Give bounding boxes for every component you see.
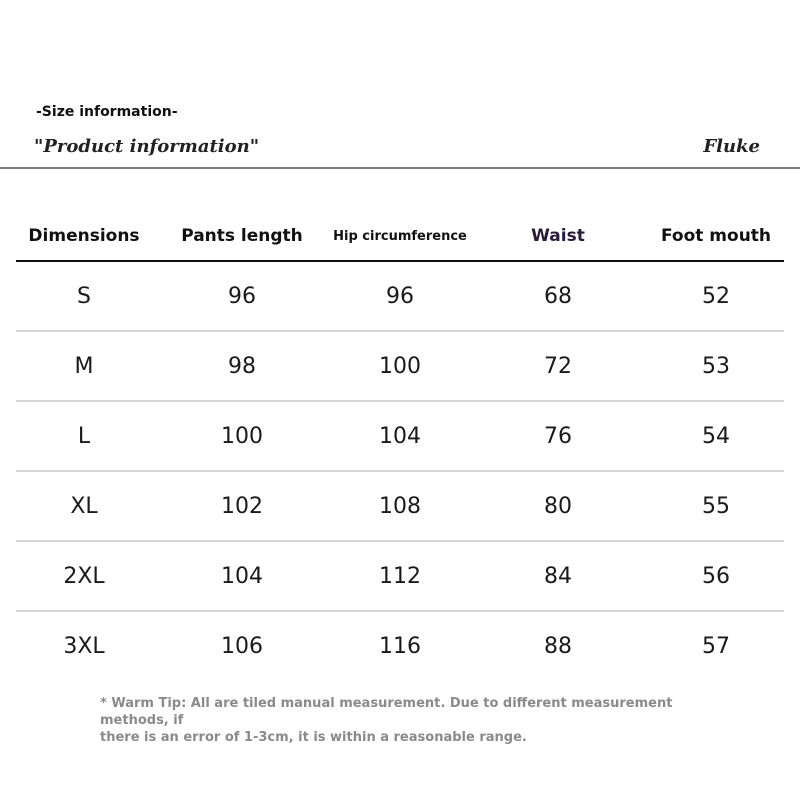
column-header-waist: Waist (531, 226, 585, 246)
table-row (16, 402, 784, 472)
table-row (16, 472, 784, 542)
page-title: "Product information" (34, 136, 260, 157)
size-cell: 3XL (63, 633, 105, 659)
tip-line: there is an error of 1-3cm, it is within a reasonable range. (100, 730, 527, 745)
waist-cell: 72 (544, 353, 572, 379)
foot-mouth-cell: 56 (702, 563, 730, 589)
waist-cell: 84 (544, 563, 572, 589)
hip-cell: 116 (379, 633, 421, 659)
waist-cell: 88 (544, 633, 572, 659)
size-cell: 2XL (63, 563, 105, 589)
hip-cell: 108 (379, 493, 421, 519)
table-row (16, 612, 784, 680)
table-row (16, 262, 784, 332)
table-header-row (16, 212, 784, 262)
hip-cell: 112 (379, 563, 421, 589)
foot-mouth-cell: 52 (702, 283, 730, 309)
pants-length-cell: 104 (221, 563, 263, 589)
header-divider (0, 167, 800, 169)
pants-length-cell: 100 (221, 423, 263, 449)
hip-cell: 104 (379, 423, 421, 449)
size-cell: S (77, 283, 91, 309)
foot-mouth-cell: 55 (702, 493, 730, 519)
hip-cell: 96 (386, 283, 414, 309)
pants-length-cell: 98 (228, 353, 256, 379)
size-cell: L (77, 423, 91, 449)
measurement-tip (100, 695, 740, 746)
column-header-dimensions: Dimensions (28, 226, 140, 246)
waist-cell: 80 (544, 493, 572, 519)
waist-cell: 76 (544, 423, 572, 449)
pants-length-cell: 96 (228, 283, 256, 309)
size-cell: M (74, 353, 94, 379)
size-cell: XL (70, 493, 98, 519)
size-table (16, 212, 784, 680)
pants-length-cell: 106 (221, 633, 263, 659)
brand-name: Fluke (703, 136, 760, 157)
table-row (16, 332, 784, 402)
pants-length-cell: 102 (221, 493, 263, 519)
foot-mouth-cell: 53 (702, 353, 730, 379)
column-header-foot-mouth: Foot mouth (660, 226, 772, 246)
column-header-hip-circumference: Hip circumference (333, 228, 467, 244)
tip-line: * Warm Tip: All are tiled manual measurement. Due to different measurement methods, if (100, 696, 673, 728)
waist-cell: 68 (544, 283, 572, 309)
section-subtitle: -Size information- (36, 104, 178, 120)
foot-mouth-cell: 57 (702, 633, 730, 659)
hip-cell: 100 (379, 353, 421, 379)
table-row (16, 542, 784, 612)
column-header-pants-length: Pants length (181, 226, 303, 246)
foot-mouth-cell: 54 (702, 423, 730, 449)
